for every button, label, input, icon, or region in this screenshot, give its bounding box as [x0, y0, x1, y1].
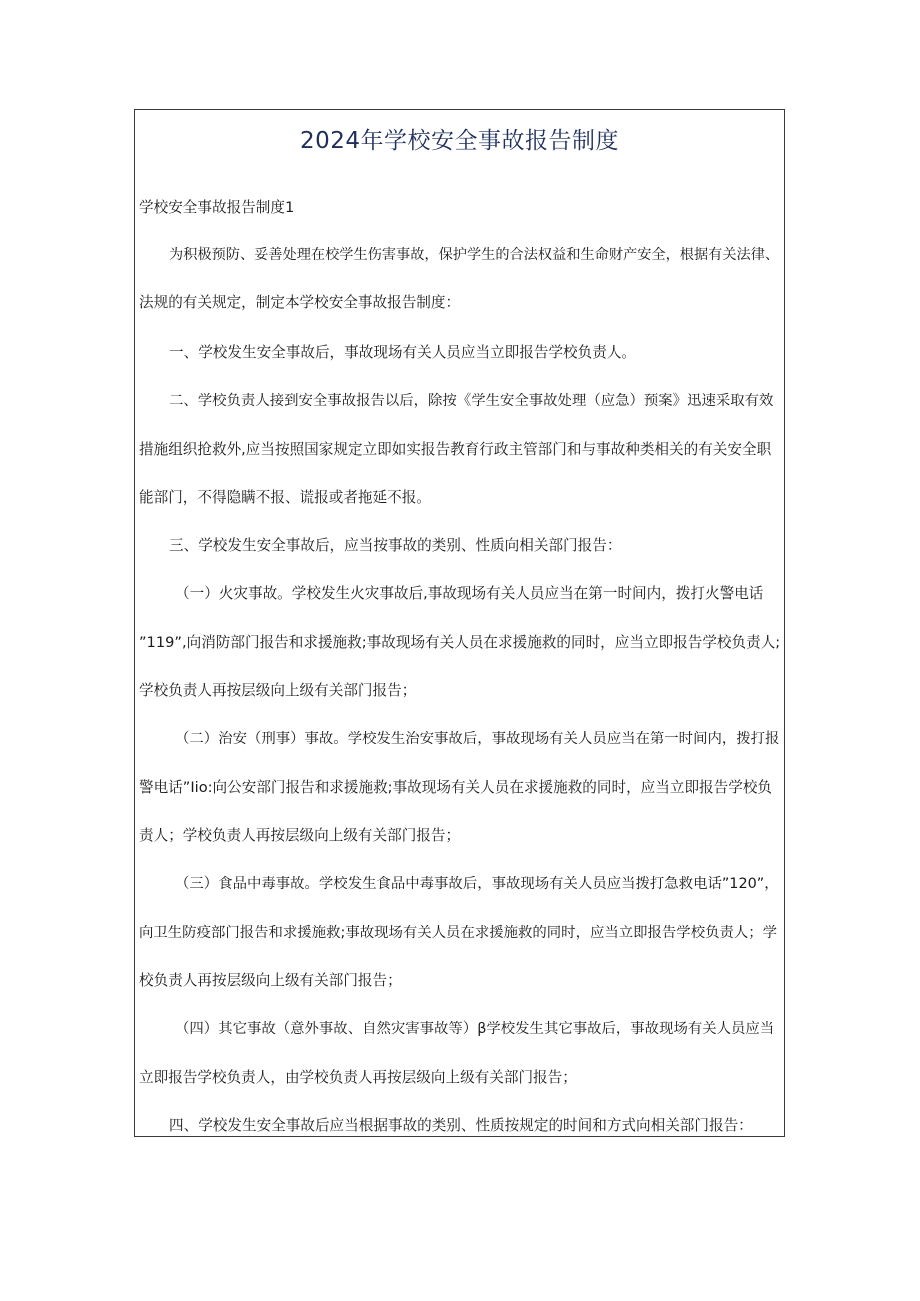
item-food-line-1: （三）食品中毒事故。学校发生食品中毒事故后，事故现场有关人员应当拨打急救电话”120”， — [175, 876, 779, 892]
clause-2-line-2: 措施组织抢救外,应当按照国家规定立即如实报告教育行政主管部门和与事故种类相关的有关安全职 — [139, 441, 772, 458]
item-other-line-2: 立即报告学校负责人，由学校负责人再按层级向上级有关部门报告； — [139, 1069, 577, 1086]
clause-4-line-1: 四、学校发生安全事故后应当根据事故的类别、性质按规定的时间和方式向相关部门报告： — [169, 1117, 753, 1134]
clause-2-line-3: 能部门，不得隐瞒不报、谎报或者拖延不报。 — [139, 489, 431, 506]
clause-1-line-1: 一、学校发生安全事故后，事故现场有关人员应当立即报告学校负责人。 — [169, 344, 637, 361]
item-fire-line-3: 学校负责人再按层级向上级有关部门报告； — [139, 682, 417, 699]
item-other-line-1: （四）其它事故（意外事故、自然灾害事故等）β学校发生其它事故后，事故现场有关人员应当 — [175, 1021, 775, 1037]
clause-3-line-1: 三、学校发生安全事故后，应当按事故的类别、性质向相关部门报告： — [169, 537, 622, 554]
document-page — [134, 109, 785, 1137]
item-fire-line-2: ”119”,向消防部门报告和求援施救;事故现场有关人员在求援施救的同时，应当立即报告学校负责人; — [139, 634, 781, 651]
item-security-line-1: （二）治安（刑事）事故。学校发生治安事故后，事故现场有关人员应当在第一时间内，拨打报 — [175, 731, 780, 747]
item-food-line-3: 校负责人再按层级向上级有关部门报告； — [139, 972, 402, 989]
item-fire-line-1: （一）火灾事故。学校发生火灾事故后,事故现场有关人员应当在第一时间内，拨打火警电话 — [175, 585, 764, 602]
clause-2-line-1: 二、学校负责人接到安全事故报告以后，除按《学生安全事故处理（应急）预案》迅速采取有效 — [169, 393, 774, 409]
paragraph-intro-line-1: 为积极预防、妥善处理在校学生伤害事故，保护学生的合法权益和生命财产安全，根据有关法律、 — [169, 247, 780, 263]
item-food-line-2: 向卫生防疫部门报告和求援施救;事故现场有关人员在求援施救的同时，应当立即报告学校负责人；学 — [139, 925, 778, 941]
item-security-line-2: 警电话”Iio:向公安部门报告和求援施救;事故现场有关人员在求援施救的同时，应当立即报告学校负 — [139, 779, 773, 796]
document-title: 2024年学校安全事故报告制度 — [299, 128, 620, 154]
section-heading: 学校安全事故报告制度1 — [139, 199, 295, 216]
item-security-line-3: 责人；学校负责人再按层级向上级有关部门报告； — [139, 827, 461, 844]
paragraph-intro-line-2: 法规的有关规定，制定本学校安全事故报告制度： — [139, 294, 461, 311]
